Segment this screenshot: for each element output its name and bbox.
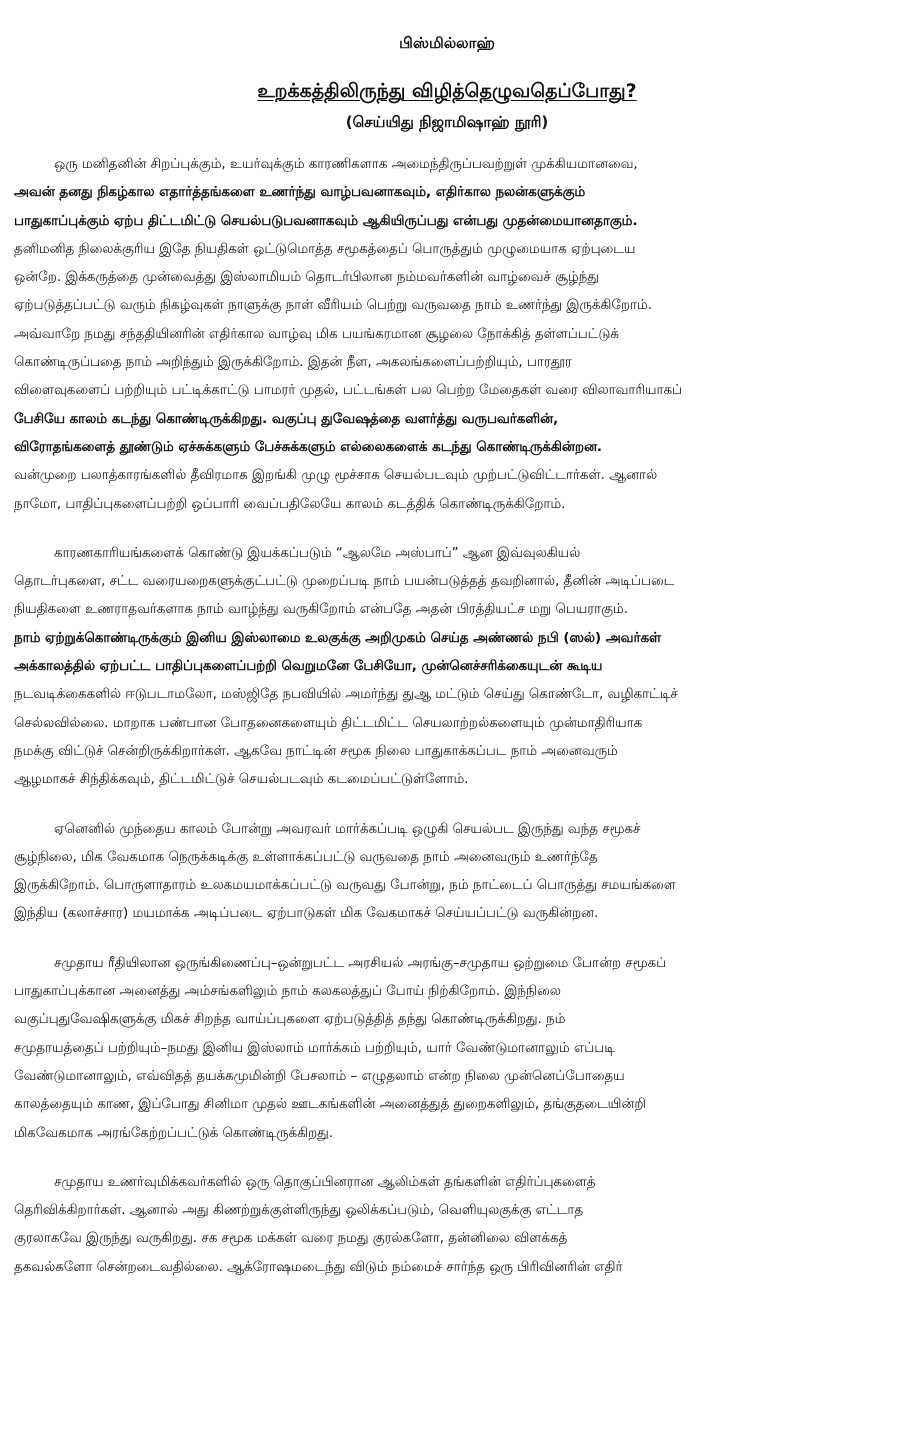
- text-line: நடவடிக்கைகளில் ஈடுபடாமலோ, மஸ்ஜிதே நபவியில் அமர்ந்து துஆ மட்டும் செய்து கொண்டோ, வழிகாட்டிச்: [14, 687, 678, 703]
- text-line: வன்முறை பலாத்காரங்களில் தீவிரமாக இறங்கி முழு மூச்சாக செயல்படவும் முற்பட்டுவிட்டார்கள். ஆனால்: [14, 468, 658, 484]
- text-line: பாதுகாப்புக்கும் ஏற்ப திட்டமிட்டு செயல்படுபவனாகவும் ஆகியிருப்பது என்பது முதன்மையானதாகும்.: [14, 213, 638, 229]
- text-line: தனிமனித நிலைக்குரிய இதே நியதிகள் ஒட்டுமொத்த சமூகத்தைப் பொருத்தும் முழுமையாக ஏற்புடைய: [14, 241, 636, 257]
- text-line: அவன் தனது நிகழ்கால எதார்த்தங்களை உணர்ந்து வாழ்பவனாகவும், எதிர்கால நலன்களுக்கும்: [14, 185, 586, 201]
- paragraph: [14, 540, 880, 795]
- text-line: சமுதாயத்தைப் பற்றியும்–நமது இனிய இஸ்லாம் மார்க்கம் பற்றியும், யார் வேண்டுமானாலும் எப்படி: [14, 1040, 615, 1056]
- text-line: வேண்டுமானாலும், எவ்விதத் தயக்கமுமின்றி பேசலாம் – எழுதலாம் என்ற நிலை முன்னெப்போதைய: [14, 1068, 625, 1084]
- text-line: வகுப்புதுவேஷிகளுக்கு மிகச் சிறந்த வாய்ப்புகளை ஏற்படுத்தித் தந்து கொண்டிருக்கிறது. நம்: [14, 1012, 566, 1028]
- text-line: ஆழமாகச் சிந்திக்கவும், திட்டமிட்டுச் செயல்படவும் கடமைப்பட்டுள்ளோம்.: [14, 772, 469, 788]
- paragraph: [14, 816, 880, 929]
- text-line: அவ்வாறே நமது சந்ததியினரின் எதிர்கால வாழ்வு மிக பயங்கரமான சூழலை நோக்கித் தள்ளப்பட்டுக்: [14, 326, 619, 342]
- text-line: நாம் ஏற்றுக்கொண்டிருக்கும் இனிய இஸ்லாமை உலகுக்கு அறிமுகம் செய்த அண்ணல் நபி (ஸல்) அவர்கள்: [14, 630, 662, 646]
- text-line: குரலாகவே இருந்து வருகிறது. சக சமூக மக்கள் வரை நமது குரல்களோ, தன்னிலை விளக்கத்: [14, 1231, 568, 1247]
- text-line: சமுதாய ரீதியிலான ஒருங்கிணைப்பு–ஒன்றுபட்ட அரசியல் அரங்கு–சமுதாய ஒற்றுமை போன்ற சமூகப்: [54, 955, 667, 971]
- text-line: ஒன்றே. இக்கருத்தை முன்வைத்து இஸ்லாமியம் தொடர்பிலான நம்மவர்களின் வாழ்வைச் சூழ்ந்து: [14, 270, 599, 286]
- text-line: ஒரு மனிதனின் சிறப்புக்கும், உயர்வுக்கும் காரணிகளாக அமைந்திருப்பவற்றுள் முக்கியமானவை,: [54, 157, 638, 172]
- text-line: நமக்கு விட்டுச் சென்றிருக்கிறார்கள். ஆகவே நாட்டின் சமூக நிலை பாதுகாக்கப்பட நாம் அனைவரும்: [14, 743, 618, 759]
- text-line: மிகவேகமாக அரங்கேற்றப்பட்டுக் கொண்டிருக்கிறது.: [14, 1125, 334, 1141]
- text-line: அக்காலத்தில் ஏற்பட்ட பாதிப்புகளைப்பற்றி வெறுமனே பேசியோ, முன்னெச்சரிக்கையுடன் கூடிய: [14, 659, 603, 675]
- text-line: விளைவுகளைப் பற்றியும் பட்டிக்காட்டு பாமரர் முதல், பட்டங்கள் பல பெற்ற மேதைகள் வரை விலாவாரியாகப்: [14, 383, 683, 399]
- text-line: காலத்தையும் காண, இப்போது சினிமா முதல் ஊடகங்களின் அனைத்துத் துறைகளிலும், தங்குதடையின்றி: [14, 1097, 646, 1113]
- text-line: தெரிவிக்கிறார்கள். ஆனால் அது கிணற்றுக்குள்ளிருந்து ஒலிக்கப்படும், வெளியுலகுக்கு எட்டாத: [14, 1203, 584, 1219]
- text-line: சமுதாய உணர்வுமிக்கவர்களில் ஒரு தொகுப்பினரான ஆலிம்கள் தங்களின் எதிர்ப்புகளைத்: [54, 1174, 596, 1190]
- text-line: ஏற்படுத்தப்பட்டு வரும் நிகழ்வுகள் நாளுக்கு நாள் வீரியம் பெற்று வருவதை நாம் உணர்ந்து இருக்கிறோம்.: [14, 298, 653, 314]
- text-line: தகவல்களோ சென்றடைவதில்லை. ஆக்ரோஷமடைந்து விடும் நம்மைச் சார்ந்த ஒரு பிரிவினரின் எதிர்: [14, 1259, 623, 1275]
- text-line: செல்லவில்லை. மாறாக பண்பான போதனைகளையும் திட்டமிட்ட செயலாற்றல்களையும் முன்மாதிரியாக: [14, 715, 643, 731]
- paragraph: [14, 950, 880, 1148]
- bismillah-heading: பிஸ்மில்லாஹ்: [399, 34, 495, 52]
- text-line: இருக்கிறோம். பொருளாதாரம் உலகமயமாக்கப்பட்டு வருவது போன்று, நம் நாட்டைப் பொருத்து சமயங்களை: [14, 878, 676, 894]
- text-line: விரோதங்களைத் தூண்டும் ஏச்சுக்களும் பேச்சுக்களும் எல்லைகளைக் கடந்து கொண்டிருக்கின்றன.: [14, 439, 603, 455]
- text-line: பேசியே காலம் கடந்து கொண்டிருக்கிறது. வகுப்பு துவேஷத்தை வளர்த்து வருபவர்களின்,: [14, 411, 559, 427]
- text-line: இந்திய (கலாச்சார) மயமாக்க அடிப்படை ஏற்பாடுகள் மிக வேகமாகச் செய்யப்பட்டு வருகின்றன.: [14, 906, 599, 922]
- paragraph: [14, 1169, 880, 1282]
- text-line: சூழ்நிலை, மிக வேகமாக நெருக்கடிக்கு உள்ளாக்கப்பட்டு வருவதை நாம் அனைவரும் உணர்ந்தே: [14, 849, 598, 865]
- text-line: ஏனெனில் முந்தைய காலம் போன்று அவரவர் மார்க்கப்படி ஒழுகி செயல்பட இருந்து வந்த சமூகச்: [54, 821, 641, 837]
- text-line: காரணகாரியங்களைக் கொண்டு இயக்கப்படும் “ஆலமே அஸ்பாப்” ஆன இவ்வுலகியல்: [54, 545, 581, 561]
- paragraph: [14, 151, 880, 519]
- text-line: தொடர்புகளை, சட்ட வரையறைகளுக்குட்பட்டு முறைப்படி நாம் பயன்படுத்தத் தவறினால், தீனின் அடிப்படை: [14, 574, 675, 590]
- text-line: நாமோ, பாதிப்புகளைப்பற்றி ஒப்பாரி வைப்பதிலேயே காலம் கடத்திக் கொண்டிருக்கிறோம்.: [14, 496, 566, 512]
- article-body: [14, 151, 880, 1282]
- text-line: கொண்டிருப்பதை நாம் அறிந்தும் இருக்கிறோம். இதன் நீள, அகலங்களைப்பற்றியும், பாரதூர: [14, 355, 572, 371]
- author-line: (செய்யிது நிஜாமிஷாஹ் நூரி): [345, 113, 549, 131]
- text-line: பாதுகாப்புக்கான அனைத்து அம்சங்களிலும் நாம் கலகலத்துப் போய் நிற்கிறோம். இந்நிலை: [14, 984, 561, 1000]
- page-title: உறக்கத்திலிருந்து விழித்தெழுவதெப்போது?: [257, 80, 637, 102]
- text-line: நியதிகளை உணராதவர்களாக நாம் வாழ்ந்து வருகிறோம் என்பதே அதன் பிரத்தியட்ச மறு பெயராகும்.: [14, 602, 628, 618]
